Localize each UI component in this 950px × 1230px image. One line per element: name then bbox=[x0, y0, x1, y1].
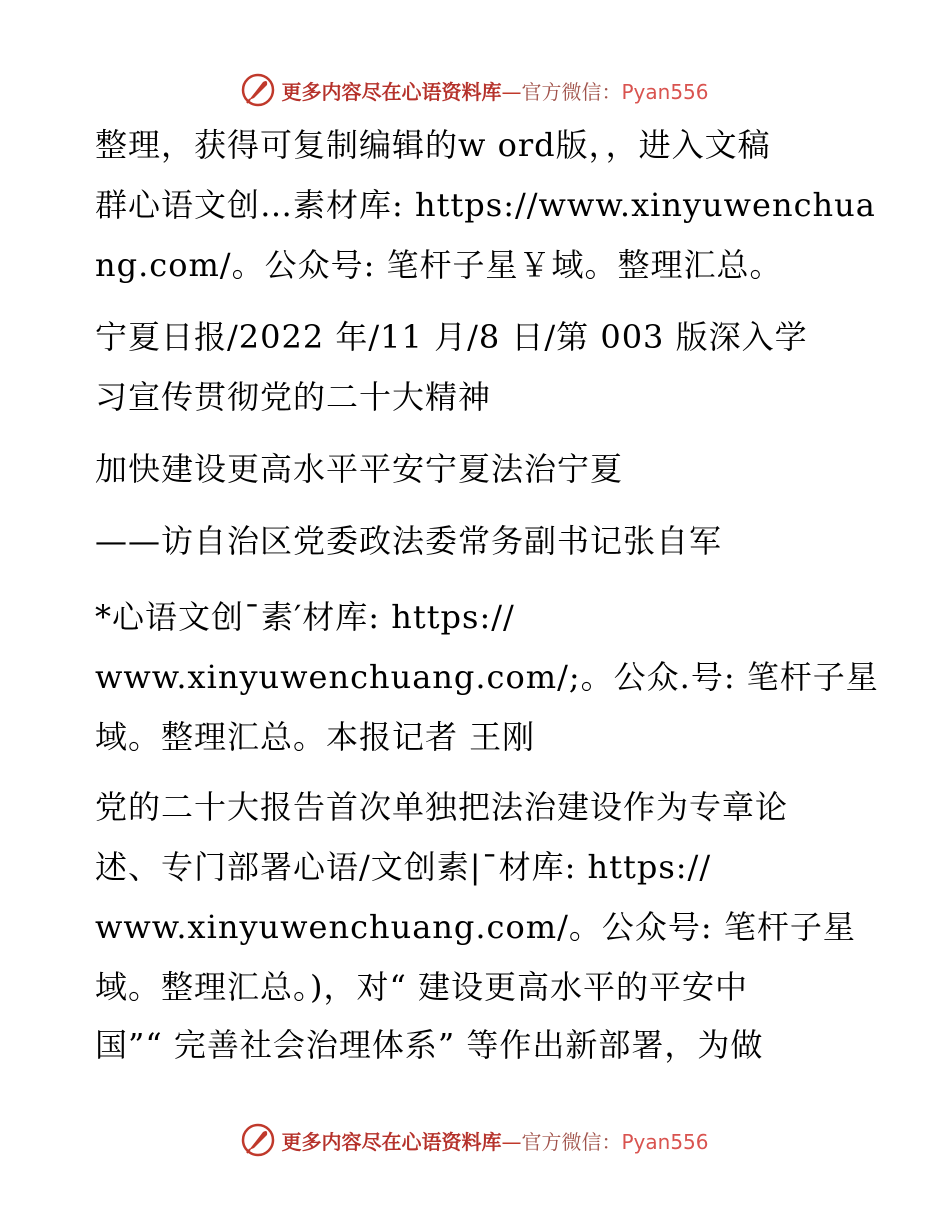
body-line: 习宣传贯彻党的二十大精神 bbox=[95, 378, 492, 416]
feather-pen-icon bbox=[241, 1123, 275, 1157]
article-headline: 加快建设更高水平平安宁夏法治宁夏 bbox=[95, 450, 624, 488]
banner-wechat-id: Pyan556 bbox=[621, 79, 709, 104]
banner-wechat-label: 官方微信： bbox=[521, 1129, 622, 1154]
body-line: 述、专门部署心语/文创素|¯材库: https:// bbox=[95, 848, 712, 886]
body-line: 国”“ 完善社会治理体系” 等作出新部署，为做 bbox=[95, 1026, 764, 1064]
reporter-byline: 域。整理汇总。本报记者 王刚 bbox=[95, 718, 536, 756]
banner-prefix: 更多内容尽在心语资料库 bbox=[281, 1129, 502, 1154]
banner-dash: — bbox=[501, 79, 522, 104]
banner-dash: — bbox=[501, 1129, 522, 1154]
banner-wechat-id: Pyan556 bbox=[621, 1129, 709, 1154]
footer-watermark-banner bbox=[0, 1120, 950, 1160]
body-line: 整理，获得可复制编辑的w ord版，，进入文稿 bbox=[95, 126, 771, 164]
body-line: 宁夏日报/2022 年/11 月/8 日/第 003 版深入学 bbox=[95, 318, 808, 356]
body-line: 党的二十大报告首次单独把法治建设作为专章论 bbox=[95, 788, 789, 826]
body-line: ng.com/。公众号: 笔杆子星￥域。整理汇总。 bbox=[95, 246, 783, 284]
body-line: www.xinyuwenchuang.com/。公众号: 笔杆子星 bbox=[95, 908, 856, 946]
body-line: *心语文创¯素′材库: https:// bbox=[95, 598, 515, 636]
banner-prefix: 更多内容尽在心语资料库 bbox=[281, 79, 502, 104]
header-watermark-banner bbox=[0, 70, 950, 110]
article-subheadline: ——访自治区党委政法委常务副书记张自军 bbox=[95, 522, 723, 560]
feather-pen-icon bbox=[241, 73, 275, 107]
body-line: 群心语文创…素材库: https://www.xinyuwenchua bbox=[95, 186, 876, 224]
body-line: 域。整理汇总。)，对“ 建设更高水平的平安中 bbox=[95, 968, 749, 1006]
body-line: www.xinyuwenchuang.com/;。公众.号: 笔杆子星 bbox=[95, 658, 879, 696]
banner-wechat-label: 官方微信： bbox=[521, 79, 622, 104]
